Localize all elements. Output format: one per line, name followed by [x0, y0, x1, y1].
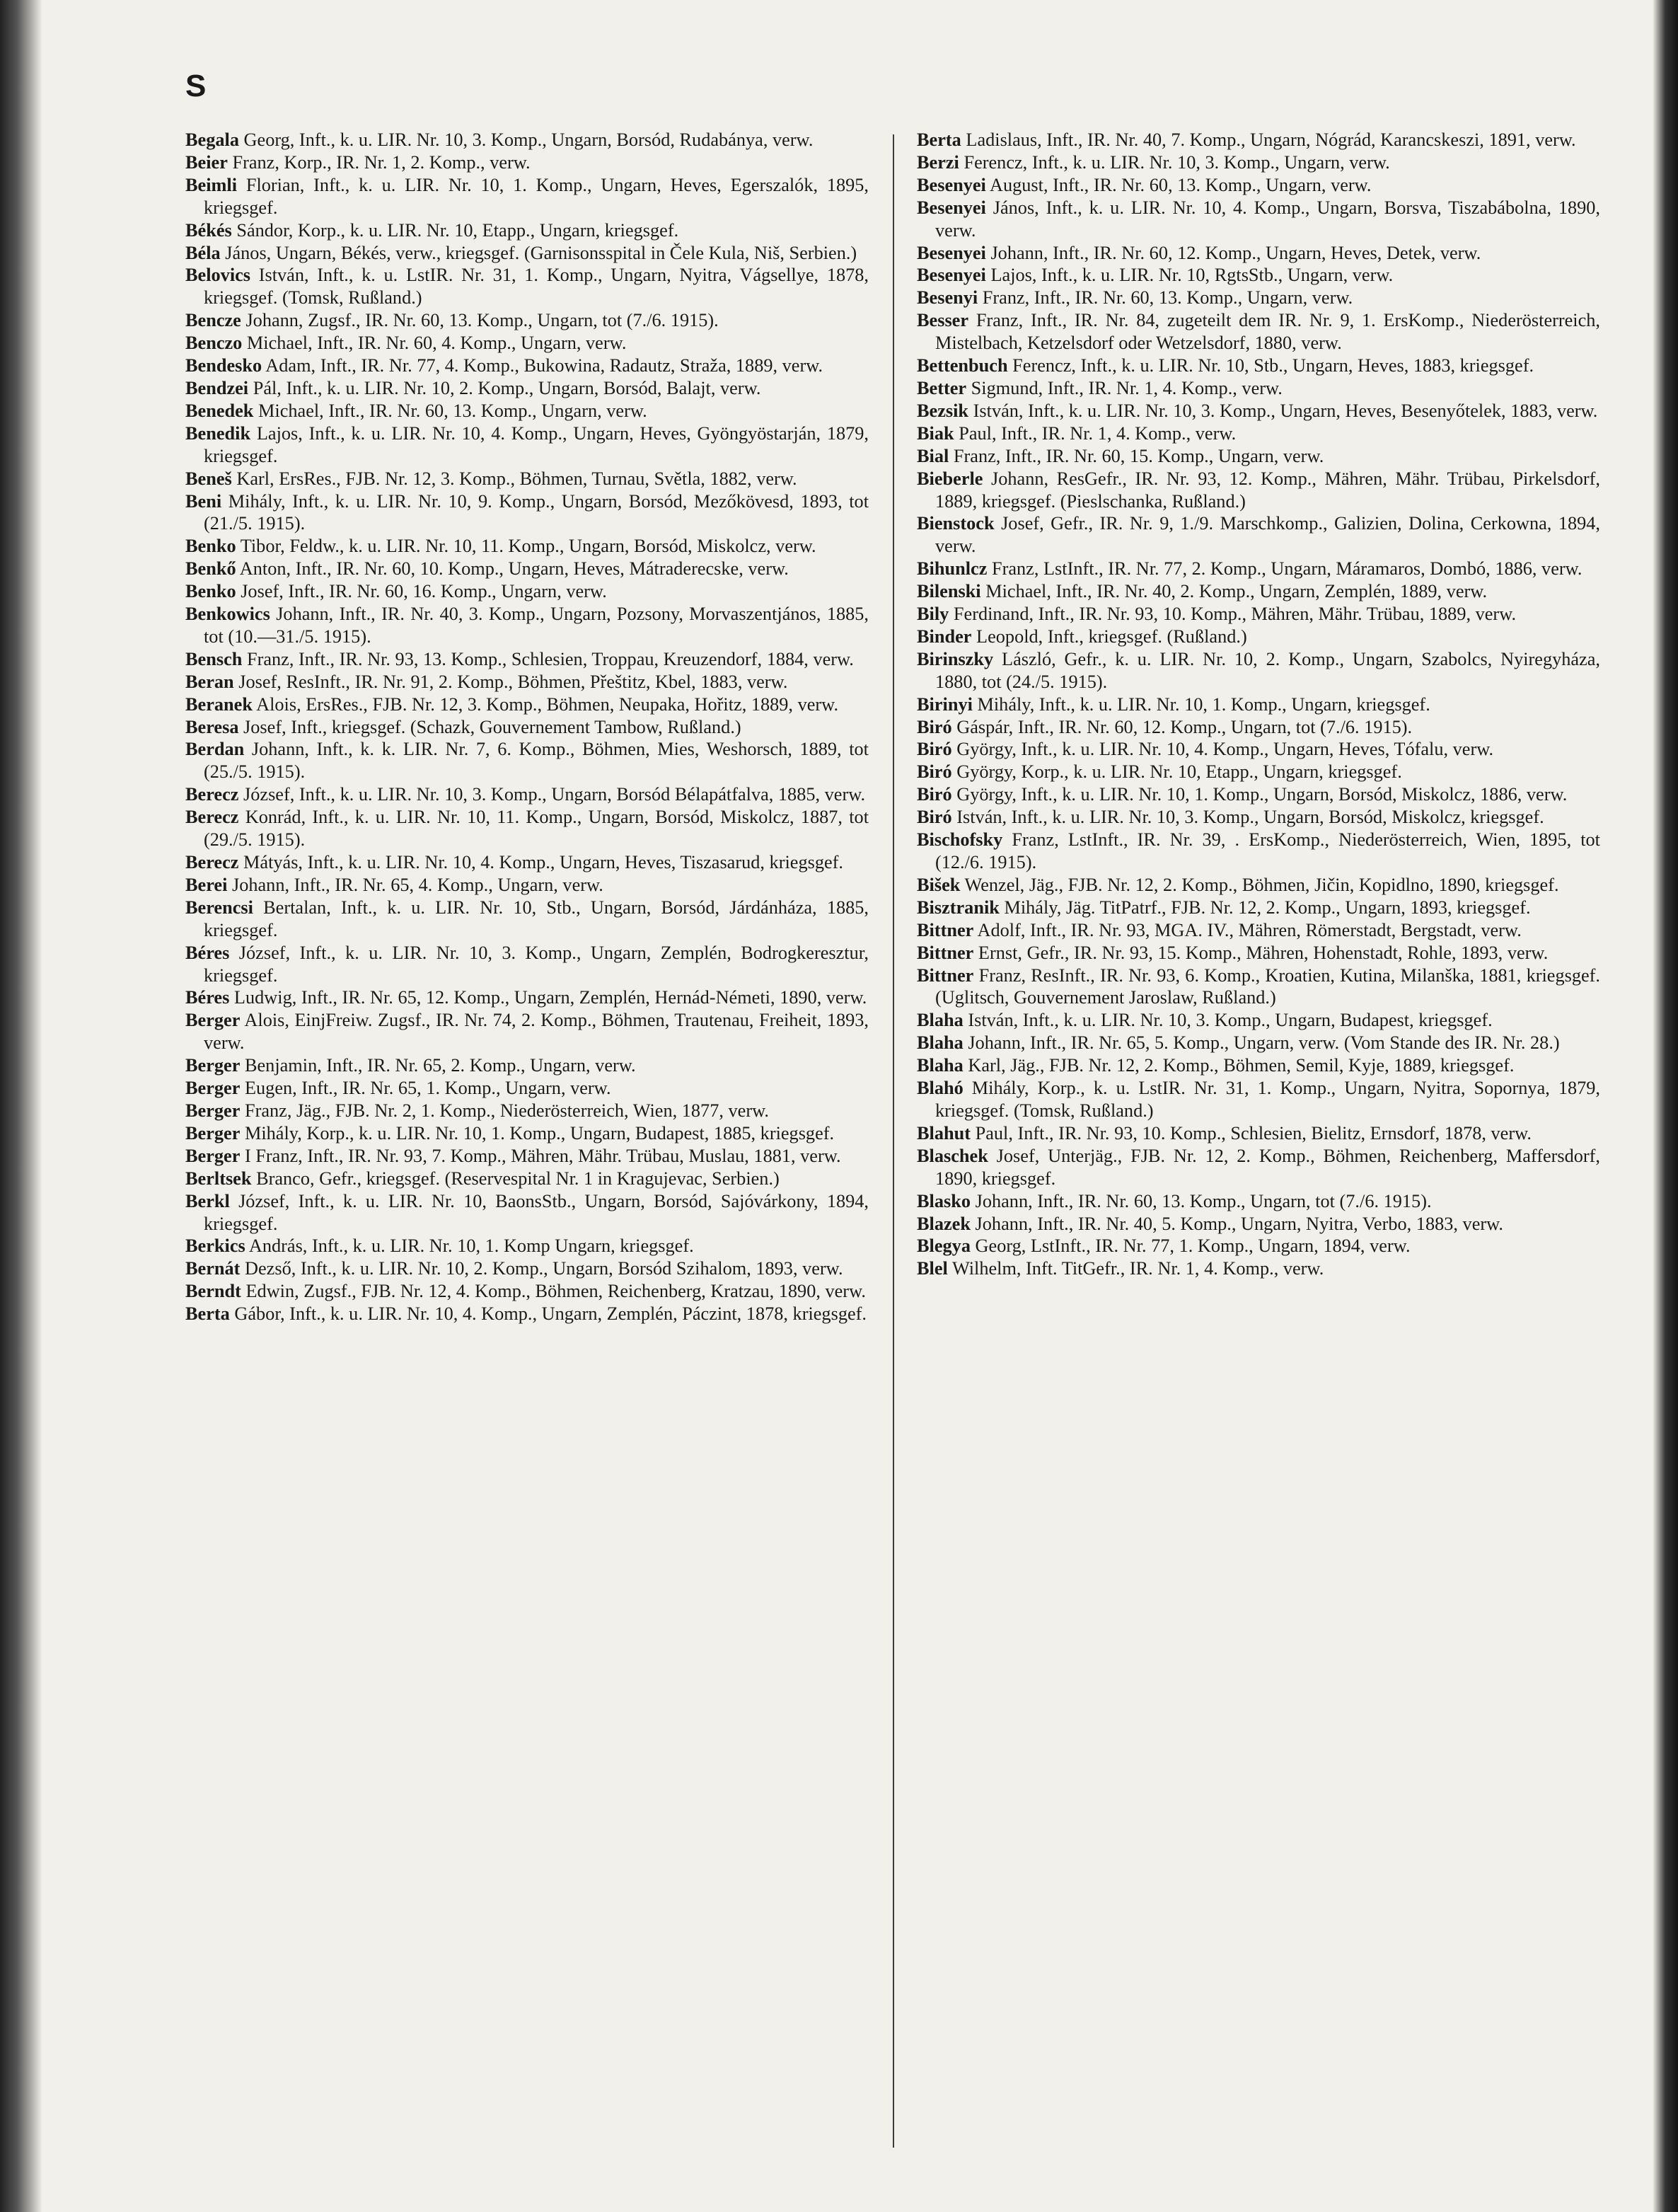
entry-surname: Berencsi — [185, 897, 253, 918]
list-entry — [185, 400, 869, 422]
entry-surname: Blahut — [917, 1122, 971, 1144]
entry-surname: Bischofsky — [917, 829, 1003, 851]
entry-details: György, Inft., k. u. LIR. Nr. 10, 1. Komp., Ungarn, Borsód, Miskolcz, 1886, verw. — [956, 784, 1568, 805]
list-entry — [917, 1122, 1600, 1145]
entry-surname: Biró — [917, 784, 952, 805]
list-entry — [185, 874, 869, 897]
entry-surname: Beneš — [185, 468, 232, 489]
entry-details: Paul, Inft., IR. Nr. 93, 10. Komp., Schlesien, Bielitz, Ernsdorf, 1878, verw. — [975, 1122, 1532, 1144]
list-entry — [917, 197, 1600, 242]
entry-surname: Bilenski — [917, 581, 981, 602]
entry-surname: Begala — [185, 129, 239, 150]
entry-surname: Birinyi — [917, 693, 973, 715]
entry-details: Johann, Inft., IR. Nr. 65, 5. Komp., Ungarn, verw. (Vom Stande des IR. Nr. 28.) — [968, 1032, 1560, 1054]
list-entry — [185, 1280, 869, 1303]
list-entry — [917, 829, 1600, 874]
entry-surname: Birinszky — [917, 648, 994, 669]
list-entry — [185, 129, 869, 151]
entry-details: Karl, ErsRes., FJB. Nr. 12, 3. Komp., Böhmen, Turnau, Světla, 1882, verw. — [236, 468, 797, 489]
entry-details: József, Inft., k. u. LIR. Nr. 10, 3. Komp., Ungarn, Borsód Bélapátfalva, 1885, verw. — [243, 784, 866, 805]
list-entry — [917, 626, 1600, 648]
entry-details: István, Inft., k. u. LstIR. Nr. 31, 1. Komp., Ungarn, Nyitra, Vágsellye, 1878, kriegsgef. (Tomsk, Rußland.) — [204, 265, 869, 309]
list-entry — [185, 716, 869, 739]
entry-details: Franz, Inft., IR. Nr. 93, 13. Komp., Schlesien, Troppau, Kreuzendorf, 1884, verw. — [246, 648, 854, 669]
list-entry — [185, 1235, 869, 1257]
entry-surname: Berger — [185, 1100, 241, 1121]
entry-details: Mihály, Inft., k. u. LIR. Nr. 10, 1. Komp., Ungarn, kriegsgef. — [977, 693, 1430, 715]
entry-details: Mihály, Korp., k. u. LIR. Nr. 10, 1. Komp., Ungarn, Budapest, 1885, kriegsgef. — [244, 1122, 835, 1144]
entry-surname: Blel — [917, 1258, 948, 1279]
entry-surname: Blazek — [917, 1213, 971, 1234]
entry-surname: Bial — [917, 445, 949, 466]
list-entry — [185, 1077, 869, 1100]
list-entry — [917, 422, 1600, 445]
list-entry — [185, 422, 869, 468]
list-entry — [185, 264, 869, 309]
entry-details: György, Inft., k. u. LIR. Nr. 10, 4. Komp., Ungarn, Heves, Tófalu, verw. — [956, 739, 1494, 760]
entry-details: Georg, LstInft., IR. Nr. 77, 1. Komp., Ungarn, 1894, verw. — [975, 1235, 1411, 1257]
list-entry — [917, 942, 1600, 964]
list-entry — [917, 761, 1600, 783]
entry-surname: Bišek — [917, 874, 961, 895]
entry-details: Tibor, Feldw., k. u. LIR. Nr. 10, 11. Komp., Ungarn, Borsód, Miskolcz, verw. — [240, 536, 816, 557]
entry-surname: Biak — [917, 422, 954, 444]
entry-surname: Besenyei — [917, 174, 986, 195]
entry-details: Mihály, Korp., k. u. LstIR. Nr. 31, 1. Komp., Ungarn, Nyitra, Sopornya, 1879, kriegsgef. (Tomsk, Rußland.) — [935, 1078, 1600, 1121]
list-entry — [185, 986, 869, 1009]
entry-details: Ferdinand, Inft., IR. Nr. 93, 10. Komp., Mähren, Mähr. Trübau, 1889, verw. — [953, 604, 1517, 625]
entry-surname: Berltsek — [185, 1168, 252, 1189]
list-entry — [917, 603, 1600, 626]
list-entry — [185, 671, 869, 693]
list-entry — [917, 1213, 1600, 1235]
list-entry — [185, 897, 869, 942]
entry-details: Franz, Korp., IR. Nr. 1, 2. Komp., verw. — [232, 151, 531, 173]
list-entry — [917, 468, 1600, 513]
entry-surname: Berecz — [185, 807, 239, 828]
entry-surname: Berger — [185, 1145, 241, 1166]
entry-surname: Better — [917, 377, 967, 398]
entry-details: Gábor, Inft., k. u. LIR. Nr. 10, 4. Komp., Ungarn, Zemplén, Páczint, 1878, kriegsgef. — [234, 1303, 867, 1325]
column-divider — [893, 134, 894, 2148]
list-entry — [917, 1077, 1600, 1122]
entry-details: Ladislaus, Inft., IR. Nr. 40, 7. Komp., Ungarn, Nógrád, Karancskeszi, 1891, verw. — [966, 129, 1576, 150]
document-page — [185, 69, 1601, 2165]
entry-surname: Bernát — [185, 1258, 241, 1279]
list-entry — [917, 309, 1600, 355]
list-entry — [185, 806, 869, 851]
list-entry — [917, 558, 1600, 580]
entry-surname: Berecz — [185, 852, 239, 872]
list-entry — [917, 1235, 1600, 1257]
list-entry — [917, 377, 1600, 400]
list-entry — [185, 1122, 869, 1145]
entry-surname: Béla — [185, 242, 221, 263]
entry-surname: Berger — [185, 1122, 241, 1144]
entry-surname: Besenyi — [917, 287, 978, 309]
entry-surname: Besser — [917, 310, 969, 331]
entry-surname: Bezsik — [917, 400, 969, 421]
entry-details: Josef, Inft., kriegsgef. (Schazk, Gouvernement Tambow, Rußland.) — [243, 716, 741, 737]
list-entry — [185, 377, 869, 400]
list-entry — [185, 355, 869, 377]
list-entry — [185, 1100, 869, 1122]
list-entry — [185, 1054, 869, 1077]
list-entry — [917, 1054, 1600, 1077]
entry-details: Michael, Inft., IR. Nr. 60, 13. Komp., Ungarn, verw. — [258, 400, 647, 421]
entry-details: Franz, Inft., IR. Nr. 60, 13. Komp., Ungarn, verw. — [982, 287, 1353, 309]
list-entry — [917, 1032, 1600, 1054]
list-entry — [917, 693, 1600, 716]
list-entry — [917, 919, 1600, 942]
entry-surname: Benkowics — [185, 604, 270, 625]
right-column — [917, 129, 1600, 1280]
entry-details: Ernst, Gefr., IR. Nr. 93, 15. Komp., Mähren, Hohenstadt, Rohle, 1893, verw. — [978, 942, 1549, 963]
entry-details: Michael, Inft., IR. Nr. 40, 2. Komp., Ungarn, Zemplén, 1889, verw. — [985, 581, 1488, 602]
entry-surname: Berkl — [185, 1190, 230, 1211]
list-entry — [185, 242, 869, 265]
list-entry — [917, 648, 1600, 693]
list-entry — [917, 580, 1600, 603]
list-entry — [185, 151, 869, 174]
entry-surname: Bencze — [185, 310, 241, 331]
entry-details: Franz, Inft., IR. Nr. 60, 15. Komp., Ungarn, verw. — [953, 445, 1324, 466]
entry-surname: Besenyei — [917, 197, 986, 218]
entry-details: Branco, Gefr., kriegsgef. (Reservespital Nr. 1 in Kragujevac, Serbien.) — [256, 1168, 780, 1189]
entry-surname: Berger — [185, 1055, 241, 1076]
scan-edge-right — [1653, 0, 1678, 2212]
entry-details: Lajos, Inft., k. u. LIR. Nr. 10, 4. Komp., Ungarn, Heves, Gyöngyöstarján, 1879, kriegsgef. — [204, 422, 869, 466]
entry-surname: Bihunlcz — [917, 558, 988, 580]
entry-details: István, Inft., k. u. LIR. Nr. 10, 3. Komp., Ungarn, Heves, Besenyőtelek, 1883, verw. — [973, 400, 1598, 421]
entry-surname: Besenyei — [917, 242, 986, 263]
left-column — [185, 129, 869, 1325]
entry-details: Adolf, Inft., IR. Nr. 93, MGA. IV., Mähren, Römerstadt, Bergstadt, verw. — [977, 919, 1522, 940]
entry-details: János, Inft., k. u. LIR. Nr. 10, 4. Komp., Ungarn, Borsva, Tiszabábolna, 1890, verw. — [935, 197, 1600, 241]
entry-details: Lajos, Inft., k. u. LIR. Nr. 10, RgtsStb., Ungarn, verw. — [990, 265, 1394, 286]
entry-details: Johann, ResGefr., IR. Nr. 93, 12. Komp., Mähren, Mähr. Trübau, Pirkelsdorf, 1889, kriegsgef. (Pieslschanka, Rußland.) — [935, 468, 1600, 512]
list-entry — [917, 783, 1600, 806]
entry-details: Franz, Jäg., FJB. Nr. 2, 1. Komp., Niederösterreich, Wien, 1877, verw. — [244, 1100, 769, 1121]
list-entry — [185, 1145, 869, 1168]
entry-surname: Binder — [917, 626, 972, 647]
entry-details: György, Korp., k. u. LIR. Nr. 10, Etapp., Ungarn, kriegsgef. — [956, 761, 1402, 783]
list-entry — [185, 332, 869, 355]
entry-details: Johann, Zugsf., IR. Nr. 60, 13. Komp., Ungarn, tot (7./6. 1915). — [245, 310, 719, 331]
entry-surname: Béres — [185, 942, 230, 963]
list-entry — [185, 738, 869, 783]
list-entry — [917, 264, 1600, 287]
entry-details: Karl, Jäg., FJB. Nr. 12, 2. Komp., Böhmen, Semil, Kyje, 1889, kriegsgef. — [968, 1055, 1515, 1076]
entry-details: Leopold, Inft., kriegsgef. (Rußland.) — [976, 626, 1247, 647]
entry-details: Paul, Inft., IR. Nr. 1, 4. Komp., verw. — [959, 422, 1237, 444]
entry-surname: Benczo — [185, 333, 243, 354]
entry-surname: Bettenbuch — [917, 355, 1008, 376]
entry-surname: Blaha — [917, 1010, 964, 1031]
list-entry — [185, 648, 869, 671]
entry-details: József, Inft., k. u. LIR. Nr. 10, BaonsStb., Ungarn, Borsód, Sajóvárkony, 1894, kriegsgef. — [204, 1190, 869, 1234]
entry-surname: Bendesko — [185, 355, 262, 376]
entry-surname: Berecz — [185, 784, 239, 805]
entry-surname: Beran — [185, 671, 234, 692]
list-entry — [917, 738, 1600, 761]
entry-details: János, Ungarn, Békés, verw., kriegsgef. (Garnisonsspital in Čele Kula, Niš, Serbien.) — [225, 242, 857, 263]
entry-surname: Berdan — [185, 739, 245, 760]
entry-surname: Beimli — [185, 174, 238, 195]
entry-details: Mihály, Inft., k. u. LIR. Nr. 10, 9. Komp., Ungarn, Borsód, Mezőkövesd, 1893, tot (21./5. 1915). — [204, 490, 869, 534]
entry-surname: Berndt — [185, 1281, 241, 1302]
entry-details: Edwin, Zugsf., FJB. Nr. 12, 4. Komp., Böhmen, Reichenberg, Kratzau, 1890, verw. — [245, 1281, 866, 1302]
entry-surname: Biró — [917, 761, 952, 783]
entry-details: Alois, ErsRes., FJB. Nr. 12, 3. Komp., Böhmen, Neupaka, Hořitz, 1889, verw. — [256, 693, 839, 715]
entry-surname: Békés — [185, 219, 232, 241]
list-entry — [185, 558, 869, 580]
entry-surname: Bienstock — [917, 513, 995, 534]
list-entry — [185, 580, 869, 603]
list-entry — [185, 1303, 869, 1325]
entry-details: Johann, Inft., IR. Nr. 65, 4. Komp., Ungarn, verw. — [231, 874, 603, 895]
entry-details: Josef, ResInft., IR. Nr. 91, 2. Komp., Böhmen, Přeštitz, Kbel, 1883, verw. — [238, 671, 788, 692]
list-entry — [917, 897, 1600, 919]
entry-details: Florian, Inft., k. u. LIR. Nr. 10, 1. Komp., Ungarn, Heves, Egerszalók, 1895, kriegsgef. — [204, 174, 869, 218]
entry-surname: Bisztranik — [917, 897, 1000, 918]
entry-details: Gáspár, Inft., IR. Nr. 60, 12. Komp., Ungarn, tot (7./6. 1915). — [956, 716, 1413, 737]
entry-details: Johann, Inft., IR. Nr. 60, 13. Komp., Ungarn, tot (7./6. 1915). — [975, 1190, 1432, 1211]
list-entry — [917, 1009, 1600, 1032]
entry-details: Pál, Inft., k. u. LIR. Nr. 10, 2. Komp., Ungarn, Borsód, Balajt, verw. — [253, 377, 761, 398]
entry-surname: Belovics — [185, 265, 251, 286]
entry-details: József, Inft., k. u. LIR. Nr. 10, 3. Komp., Ungarn, Zemplén, Bodrogkeresztur, kriegsgef. — [204, 942, 869, 986]
list-entry — [917, 716, 1600, 739]
entry-details: Franz, ResInft., IR. Nr. 93, 6. Komp., Kroatien, Kutina, Milanška, 1881, kriegsgef. (Uglitsch, Gouvernement Jaroslaw, Rußland.) — [935, 964, 1600, 1008]
entry-surname: Béres — [185, 987, 230, 1008]
entry-details: Eugen, Inft., IR. Nr. 65, 1. Komp., Ungarn, verw. — [244, 1078, 611, 1099]
list-entry — [185, 490, 869, 536]
entry-details: Johann, Inft., IR. Nr. 40, 5. Komp., Ungarn, Nyitra, Verbo, 1883, verw. — [975, 1213, 1503, 1234]
entry-surname: Blasko — [917, 1190, 971, 1211]
entry-details: Ferencz, Inft., k. u. LIR. Nr. 10, 3. Komp., Ungarn, verw. — [964, 151, 1390, 173]
entry-details: Ferencz, Inft., k. u. LIR. Nr. 10, Stb., Ungarn, Heves, 1883, kriegsgef. — [1012, 355, 1534, 376]
list-entry — [185, 1257, 869, 1280]
entry-details: I Franz, Inft., IR. Nr. 93, 7. Komp., Mähren, Mähr. Trübau, Muslau, 1881, verw. — [244, 1145, 841, 1166]
scan-edge-left — [0, 0, 42, 2212]
entry-details: Benjamin, Inft., IR. Nr. 65, 2. Komp., Ungarn, verw. — [244, 1055, 636, 1076]
entry-surname: Berta — [185, 1303, 230, 1325]
list-entry — [917, 874, 1600, 897]
entry-details: Bertalan, Inft., k. u. LIR. Nr. 10, Stb., Ungarn, Borsód, Járdánháza, 1885, kriegsgef. — [204, 897, 869, 940]
entry-details: Konrád, Inft., k. u. LIR. Nr. 10, 11. Komp., Ungarn, Borsód, Miskolcz, 1887, tot (29./5. 1915). — [204, 807, 869, 851]
entry-surname: Bendzei — [185, 377, 249, 398]
entry-details: Dezső, Inft., k. u. LIR. Nr. 10, 2. Komp., Ungarn, Borsód Szihalom, 1893, verw. — [245, 1258, 843, 1279]
entry-details: Josef, Unterjäg., FJB. Nr. 12, 2. Komp., Böhmen, Reichenberg, Maffersdorf, 1890, kriegsgef. — [935, 1145, 1600, 1189]
entry-details: Michael, Inft., IR. Nr. 60, 4. Komp., Ungarn, verw. — [246, 333, 627, 354]
list-entry — [185, 1009, 869, 1054]
entry-surname: Beni — [185, 490, 222, 512]
entry-details: András, Inft., k. u. LIR. Nr. 10, 1. Komp Ungarn, kriegsgef. — [248, 1235, 694, 1257]
entry-surname: Benedik — [185, 422, 251, 444]
entry-details: Alois, EinjFreiw. Zugsf., IR. Nr. 74, 2. Komp., Böhmen, Trautenau, Freiheit, 1893, verw. — [204, 1010, 869, 1054]
entry-details: László, Gefr., k. u. LIR. Nr. 10, 2. Komp., Ungarn, Szabolcs, Nyiregyháza, 1880, tot (24./5. 1915). — [935, 648, 1601, 692]
list-entry — [917, 1190, 1600, 1213]
list-entry — [185, 535, 869, 558]
list-entry — [185, 783, 869, 806]
list-entry — [185, 174, 869, 219]
entry-surname: Benko — [185, 581, 236, 602]
entry-surname: Beranek — [185, 693, 253, 715]
entry-surname: Biró — [917, 716, 952, 737]
list-entry — [917, 964, 1600, 1010]
entry-details: Mátyás, Inft., k. u. LIR. Nr. 10, 4. Komp., Ungarn, Heves, Tiszasarud, kriegsgef. — [243, 852, 843, 872]
entry-surname: Beresa — [185, 716, 239, 737]
list-entry — [917, 355, 1600, 377]
entry-surname: Berta — [917, 129, 961, 150]
entry-details: Johann, Inft., k. k. LIR. Nr. 7, 6. Komp., Böhmen, Mies, Weshorsch, 1889, tot (25./5. 1915). — [204, 739, 869, 783]
list-entry — [185, 468, 869, 490]
entry-surname: Bily — [917, 604, 949, 625]
entry-details: Franz, LstInft., IR. Nr. 77, 2. Komp., Ungarn, Máramaros, Dombó, 1886, verw. — [991, 558, 1582, 580]
list-entry — [917, 512, 1600, 558]
entry-surname: Biró — [917, 807, 952, 828]
entry-details: Josef, Inft., IR. Nr. 60, 16. Komp., Ungarn, verw. — [241, 581, 607, 602]
entry-details: Franz, LstInft., IR. Nr. 39, . ErsKomp., Niederösterreich, Wien, 1895, tot (12./6. 1915). — [935, 829, 1600, 872]
list-entry — [185, 851, 869, 874]
list-entry — [185, 1168, 869, 1190]
entry-details: Josef, Gefr., IR. Nr. 9, 1./9. Marschkomp., Galizien, Dolina, Cerkowna, 1894, verw. — [935, 513, 1601, 557]
entry-details: Wilhelm, Inft. TitGefr., IR. Nr. 1, 4. Komp., verw. — [951, 1258, 1324, 1279]
entry-details: Johann, Inft., IR. Nr. 60, 12. Komp., Ungarn, Heves, Detek, verw. — [990, 242, 1481, 263]
entry-surname: Benedek — [185, 400, 254, 421]
entry-details: Sigmund, Inft., IR. Nr. 1, 4. Komp., verw. — [971, 377, 1283, 398]
entry-details: István, Inft., k. u. LIR. Nr. 10, 3. Komp., Ungarn, Budapest, kriegsgef. — [968, 1010, 1493, 1031]
entry-details: Mihály, Jäg. TitPatrf., FJB. Nr. 12, 2. Komp., Ungarn, 1893, kriegsgef. — [1004, 897, 1531, 918]
entry-surname: Besenyei — [917, 265, 986, 286]
list-entry — [917, 129, 1600, 151]
entry-details: Franz, Inft., IR. Nr. 84, zugeteilt dem IR. Nr. 9, 1. ErsKomp., Niederösterreich, Mistelbach, Ketzelsdorf oder Wetzelsdorf, 1880, verw. — [935, 310, 1600, 354]
entry-details: Georg, Inft., k. u. LIR. Nr. 10, 3. Komp., Ungarn, Borsód, Rudabánya, verw. — [243, 129, 814, 150]
entry-surname: Berkics — [185, 1235, 245, 1257]
entry-surname: Bieberle — [917, 468, 983, 489]
entry-details: Wenzel, Jäg., FJB. Nr. 12, 2. Komp., Böhmen, Jičin, Kopidlno, 1890, kriegsgef. — [964, 874, 1559, 895]
list-entry — [917, 1257, 1600, 1280]
entry-surname: Benkő — [185, 558, 236, 580]
entry-details: István, Inft., k. u. LIR. Nr. 10, 3. Komp., Ungarn, Borsód, Miskolcz, kriegsgef. — [956, 807, 1544, 828]
list-entry — [917, 151, 1600, 174]
entry-surname: Blaschek — [917, 1145, 988, 1166]
entry-surname: Beier — [185, 151, 228, 173]
list-entry — [917, 445, 1600, 468]
entry-surname: Bittner — [917, 964, 974, 986]
entry-details: Ludwig, Inft., IR. Nr. 65, 12. Komp., Ungarn, Zemplén, Hernád-Németi, 1890, verw. — [233, 987, 867, 1008]
list-entry — [185, 942, 869, 987]
list-entry — [917, 806, 1600, 829]
list-entry — [917, 174, 1600, 197]
list-entry — [185, 1190, 869, 1235]
list-entry — [917, 400, 1600, 422]
entry-surname: Bensch — [185, 648, 243, 669]
entry-surname: Blegya — [917, 1235, 971, 1257]
entry-details: Johann, Inft., IR. Nr. 40, 3. Komp., Ungarn, Pozsony, Morvaszentjános, 1885, tot (10.—31./5. 1915). — [204, 604, 869, 647]
entry-details: Adam, Inft., IR. Nr. 77, 4. Komp., Bukowina, Radautz, Straža, 1889, verw. — [265, 355, 823, 376]
entry-surname: Benko — [185, 536, 236, 557]
list-entry — [185, 309, 869, 332]
list-entry — [185, 603, 869, 648]
entry-details: August, Inft., IR. Nr. 60, 13. Komp., Ungarn, verw. — [990, 174, 1372, 195]
entry-details: Sándor, Korp., k. u. LIR. Nr. 10, Etapp., Ungarn, kriegsgef. — [236, 219, 679, 241]
entry-surname: Biró — [917, 739, 952, 760]
entry-surname: Berger — [185, 1078, 241, 1099]
entry-surname: Bittner — [917, 919, 974, 940]
list-entry — [917, 287, 1600, 309]
entry-surname: Berger — [185, 1010, 241, 1031]
entry-surname: Blaha — [917, 1032, 964, 1054]
entry-surname: Blahó — [917, 1078, 964, 1099]
entry-surname: Berei — [185, 874, 228, 895]
list-entry — [917, 1145, 1600, 1190]
list-entry — [185, 219, 869, 242]
entry-details: Anton, Inft., IR. Nr. 60, 10. Komp., Ungarn, Heves, Mátraderecske, verw. — [239, 558, 789, 580]
entry-surname: Blaha — [917, 1055, 964, 1076]
entry-surname: Bittner — [917, 942, 974, 963]
list-entry — [917, 242, 1600, 265]
running-head: S — [185, 69, 207, 103]
entry-surname: Berzi — [917, 151, 959, 173]
list-entry — [185, 693, 869, 716]
